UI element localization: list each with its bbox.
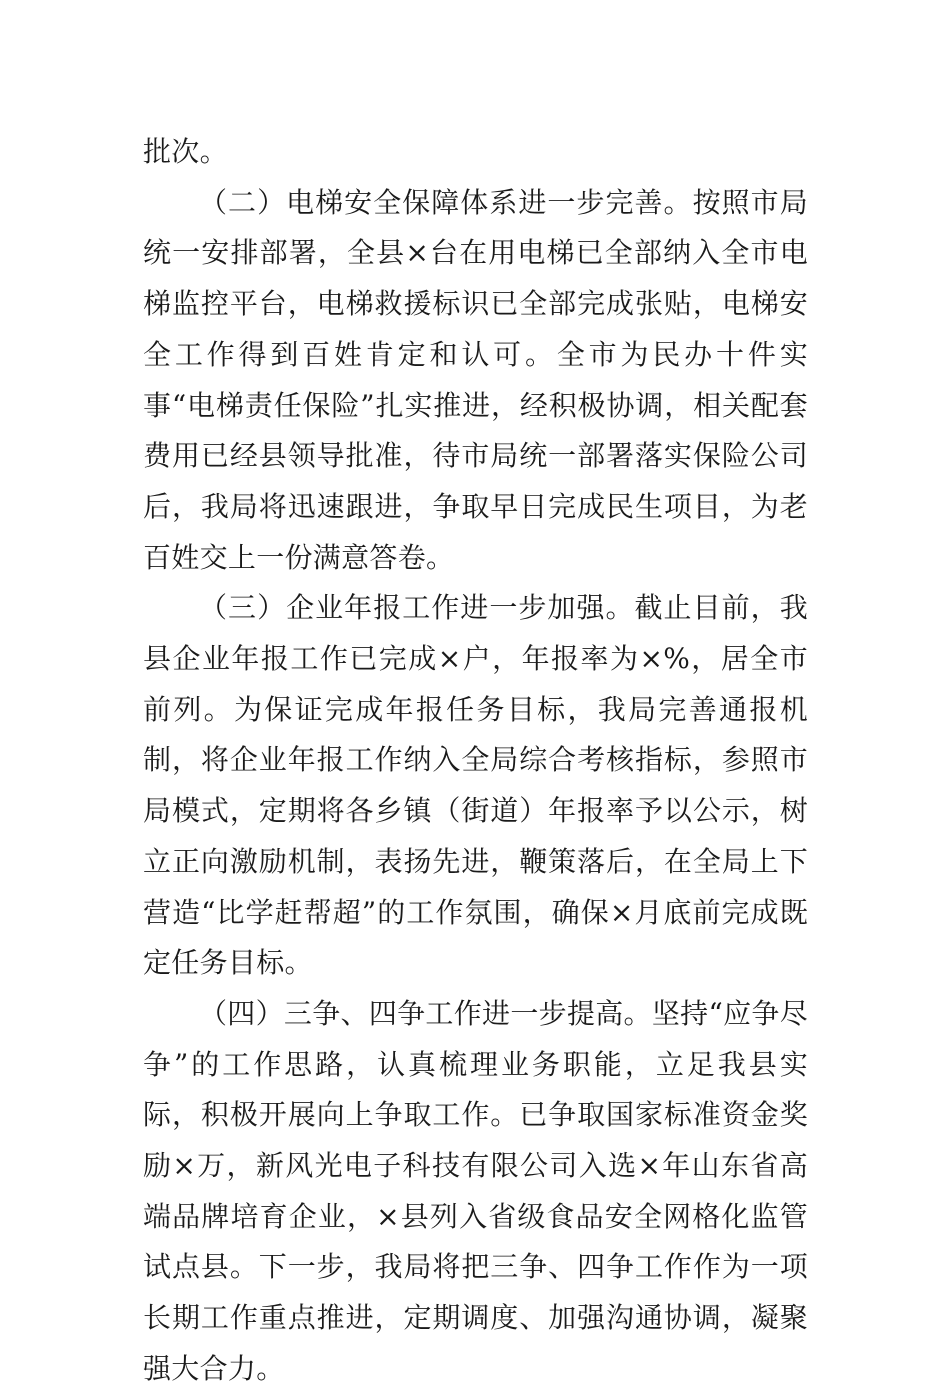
paragraph-continuation: 批次。 (143, 135, 228, 168)
document-body (143, 127, 808, 1395)
paragraph-enterprise-annual-report: （三）企业年报工作进一步加强。截止目前，我县企业年报工作已完成×户，年报率为×%，居全市前列。为保证完成年报任务目标，我局完善通报机制，将企业年报工作纳入全局综合考核指标，参照市局模式，定期将各乡镇（街道）年报率予以公示，树立正向激励机制，表扬先进，鞭策落后，在全局上下营造“比学赶帮超”的工作氛围，确保×月底前完成既定任务目标。 (143, 591, 808, 980)
paragraph-elevator-safety: （二）电梯安全保障体系进一步完善。按照市局统一安排部署，全县×台在用电梯已全部纳入全市电梯监控平台，电梯救援标识已全部完成张贴，电梯安全工作得到百姓肯定和认可。全市为民办十件实事“电梯责任保险”扎实推进，经积极协调，相关配套费用已经县领导批准，待市局统一部署落实保险公司后，我局将迅速跟进，争取早日完成民生项目，为老百姓交上一份满意答卷。 (143, 185, 808, 574)
paragraph-competition-work: （四）三争、四争工作进一步提高。坚持“应争尽争”的工作思路，认真梳理业务职能，立足我县实际，积极开展向上争取工作。已争取国家标准资金奖励×万，新风光电子科技有限公司入选×年山东省高端品牌培育企业，×县列入省级食品安全网格化监管试点县。下一步，我局将把三争、四争工作作为一项长期工作重点推进，定期调度、加强沟通协调，凝聚强大合力。 (143, 996, 808, 1385)
